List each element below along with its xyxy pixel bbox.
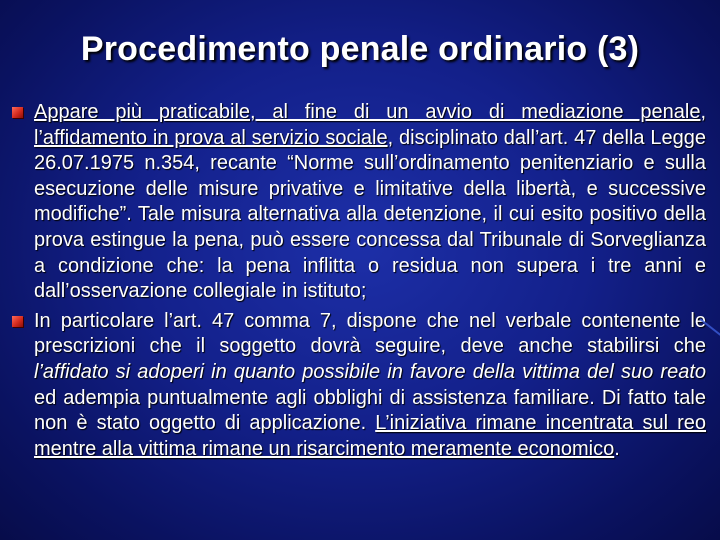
body-text: , disciplinato dall’art. 47 della Legge 26.07.1975 n.354, recante “Norme sull’ordinamento penitenziario e sulla esecuzione delle misure privative e limitative della libertà, e successive modifiche”. Tale misura alternativa alla detenzione, il cui esito positivo della prova estingue la pena, può essere concessa dal Tribunale di Sorveglianza a condizione che: la pena inflitta o residua non supera i tre anni e dall’osservazione collegiale in istituto; — [34, 126, 706, 303]
italic-text: l’affidato si adoperi in quanto possibile in favore della vittima del suo reato — [34, 360, 706, 383]
red-square-bullet-icon — [12, 316, 23, 327]
slide-body — [12, 100, 706, 462]
underlined-text: L’iniziativa rimane incentrata sul reo mentre alla vittima rimane un risarcimento meramente economico — [34, 412, 707, 460]
bullet-item-2 — [12, 309, 706, 463]
body-text: ed adempia puntualmente agli obblighi di assistenza familiare. Di fatto tale non è stato oggetto di applicazione. — [34, 386, 706, 435]
body-text: . — [614, 437, 620, 460]
bullet-item-1 — [12, 100, 706, 305]
body-text: In particolare l’art. 47 comma 7, dispone che nel verbale contenente le prescrizioni che il soggetto dovrà seguire, deve anche stabilirsi che — [34, 309, 706, 358]
red-square-bullet-icon — [12, 107, 23, 118]
slide-title: Procedimento penale ordinario (3) — [80, 30, 640, 68]
underlined-text: Appare più praticabile, al fine di un avvio di mediazione penale, l’affidamento in prova al servizio sociale — [34, 101, 706, 149]
